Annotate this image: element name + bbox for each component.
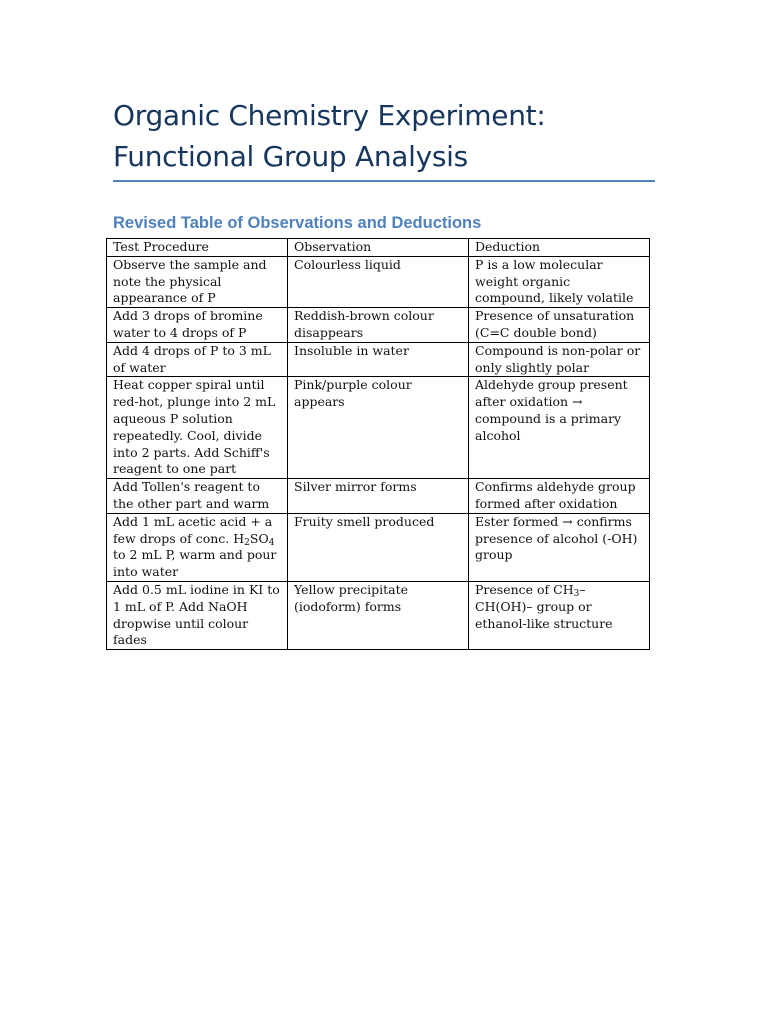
title-underline (113, 180, 655, 182)
cell-procedure: Heat copper spiral until red-hot, plunge into 2 mL aqueous P solution repeatedly. Cool, divide into 2 parts. Add Schiff's reagent to one part (107, 377, 288, 479)
title-line-2: Functional Group Analysis (113, 140, 468, 173)
header-test-procedure: Test Procedure (107, 239, 288, 257)
cell-observation: Reddish-brown colour disappears (288, 308, 469, 343)
title-line-1: Organic Chemistry Experiment: (113, 99, 546, 132)
section-heading: Revised Table of Observations and Deductions (113, 214, 482, 232)
cell-procedure: Observe the sample and note the physical appearance of P (107, 256, 288, 307)
cell-deduction: Presence of unsaturation (C=C double bond) (469, 308, 650, 343)
cell-procedure: Add Tollen's reagent to the other part and warm (107, 479, 288, 514)
cell-deduction: Presence of $CH_3-CH(OH)-$ group or ethanol-like structure (469, 581, 650, 649)
table-row (107, 377, 650, 479)
cell-observation: Colourless liquid (288, 256, 469, 307)
cell-procedure: Add 3 drops of bromine water to 4 drops of P (107, 308, 288, 343)
table-row (107, 513, 650, 581)
cell-observation: Pink/purple colour appears (288, 377, 469, 479)
cell-deduction: Compound is non-polar or only slightly polar (469, 342, 650, 377)
cell-observation: Insoluble in water (288, 342, 469, 377)
cell-deduction: Confirms aldehyde group formed after oxidation (469, 479, 650, 514)
cell-observation: Fruity smell produced (288, 513, 469, 581)
table-row (107, 479, 650, 514)
cell-observation: Silver mirror forms (288, 479, 469, 514)
document-title (113, 95, 673, 177)
cell-procedure: Add 4 drops of P to 3 mL of water (107, 342, 288, 377)
header-observation: Observation (288, 239, 469, 257)
table-row (107, 581, 650, 649)
observations-table (106, 238, 650, 650)
cell-observation: Yellow precipitate (iodoform) forms (288, 581, 469, 649)
cell-deduction: Aldehyde group present after oxidation → compound is a primary alcohol (469, 377, 650, 479)
cell-procedure: Add 1 mL acetic acid + a few drops of conc. $H_2SO_4$ to 2 mL P, warm and pour into water (107, 513, 288, 581)
table-row (107, 256, 650, 307)
cell-deduction: Ester formed → confirms presence of alcohol (-OH) group (469, 513, 650, 581)
cell-procedure: Add 0.5 mL iodine in KI to 1 mL of P. Add NaOH dropwise until colour fades (107, 581, 288, 649)
table-row (107, 308, 650, 343)
header-deduction: Deduction (469, 239, 650, 257)
cell-deduction: P is a low molecular weight organic compound, likely volatile (469, 256, 650, 307)
table-header-row (107, 239, 650, 257)
table-row (107, 342, 650, 377)
